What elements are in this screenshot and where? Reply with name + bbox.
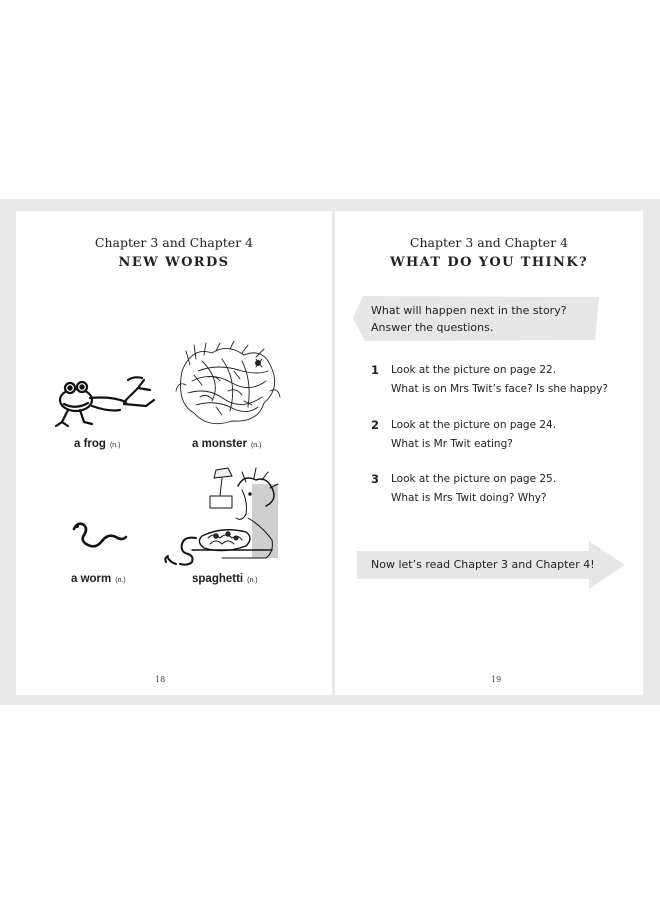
word-monster: a monster (n.) xyxy=(192,438,262,450)
frog-illustration xyxy=(54,366,158,436)
chapter-heading: Chapter 3 and Chapter 4 xyxy=(409,235,569,250)
worm-illustration xyxy=(68,511,130,557)
call-to-action-text: Now let’s read Chapter 3 and Chapter 4! xyxy=(371,558,595,571)
page-title: WHAT DO YOU THINK? xyxy=(389,255,589,270)
chapter-heading: Chapter 3 and Chapter 4 xyxy=(94,235,254,250)
word-worm: a worm (n.) xyxy=(71,573,126,585)
word-frog: a frog (n.) xyxy=(74,438,121,450)
monster-illustration xyxy=(172,341,282,431)
intro-text: What will happen next in the story? Answer the questions. xyxy=(371,304,567,334)
page-number: 18 xyxy=(155,675,166,684)
word-spaghetti: spaghetti (n.) xyxy=(192,573,258,585)
right-page: Chapter 3 and Chapter 4 WHAT DO YOU THINK? What will happen next in the story? Answer the questions. 1 Look at the picture on page 22. What is on Mrs Twit’s face? Is she happy? 2 Look at the picture on page 24. What is Mr Twit eating? 3 Look at the picture on page 25. What is Mrs Twit doing? Why? Now let’s read Chapter 3 and Chapter 4! 19 xyxy=(335,211,643,695)
page-number: 19 xyxy=(491,675,502,684)
spaghetti-illustration xyxy=(162,466,282,566)
page-title: NEW WORDS xyxy=(118,255,230,270)
left-page xyxy=(16,211,332,695)
book-spread xyxy=(0,199,660,705)
